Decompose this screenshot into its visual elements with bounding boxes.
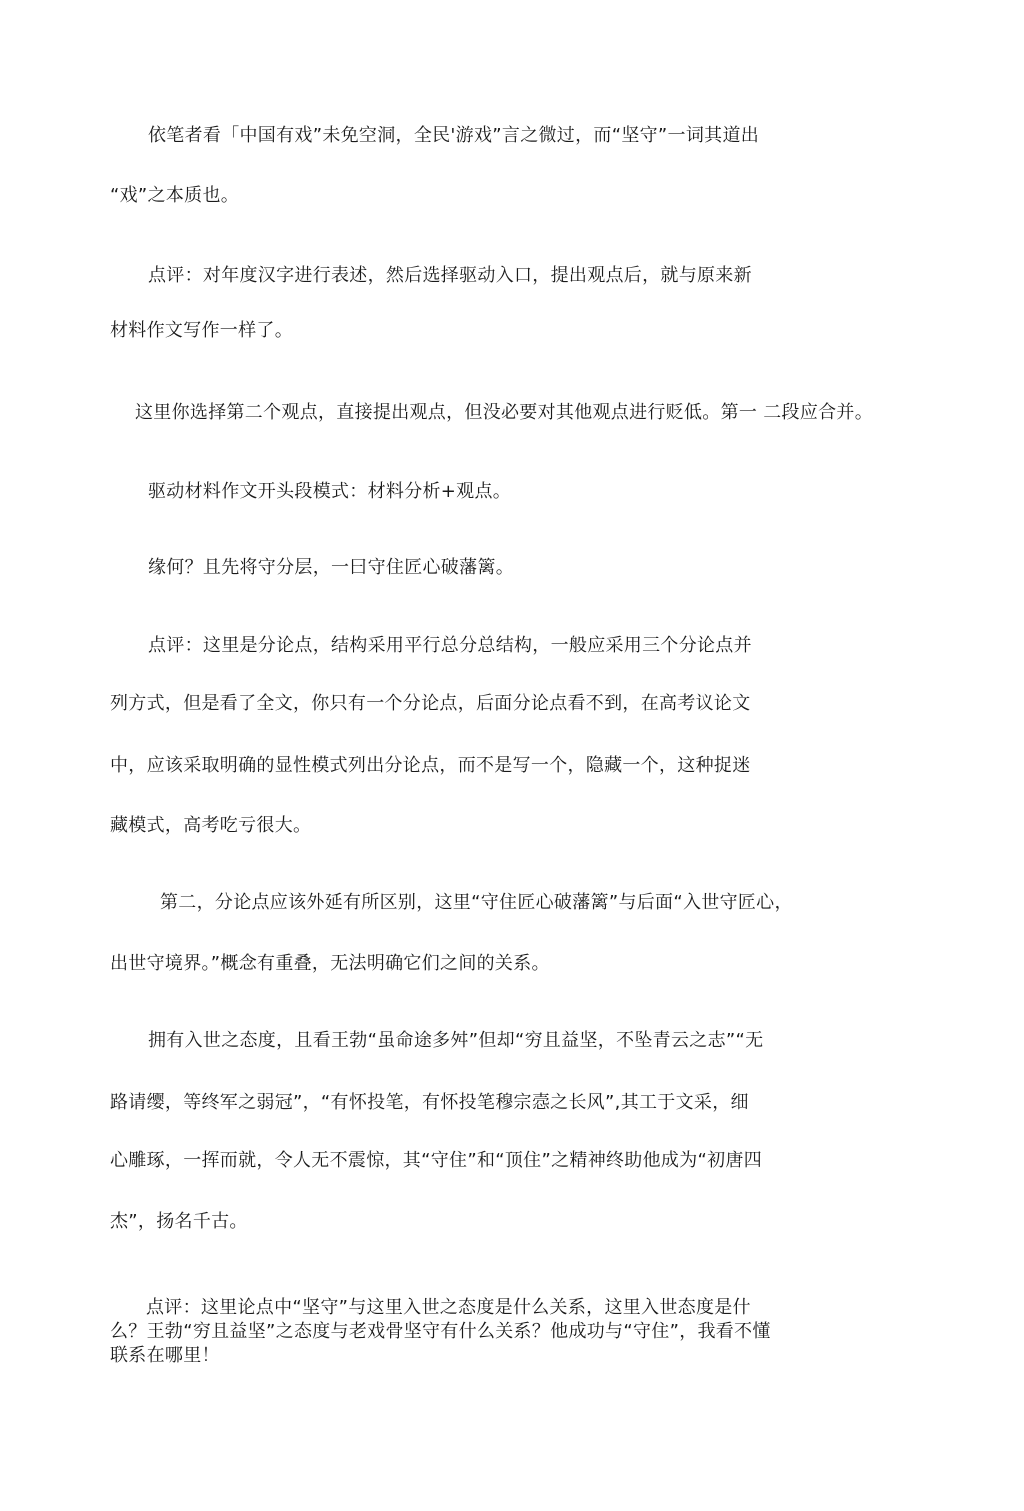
comment-line: 中，应该采取明确的显性模式列出分论点，而不是写一个，隐藏一个，这种捉迷 bbox=[110, 755, 751, 776]
comment-line: 点评：这里是分论点，结构采用平行总分总结构，一般应采用三个分论点并 bbox=[148, 635, 752, 656]
comment-line: 这里你选择第二个观点，直接提出观点，但没必要对其他观点进行贬低。第一 二段应合并。 bbox=[135, 402, 874, 423]
paragraph-line: 依笔者看「中国有戏”未免空洞，全民'游戏”言之微过，而“坚守”一词其道出 bbox=[148, 125, 760, 146]
paragraph-line: 拥有入世之态度，且看王勃“虽命途多舛”但却“穷且益坚，不坠青云之志”“无 bbox=[148, 1030, 764, 1051]
comment-line: 出世守境界。”概念有重叠，无法明确它们之间的关系。 bbox=[110, 953, 550, 974]
comment-line: 点评：这里论点中“坚守”与这里入世之态度是什么关系，这里入世态度是什 bbox=[146, 1297, 751, 1318]
paragraph-line: 心雕琢，一挥而就，令人无不震惊，其“守住”和“顶住”之精神终助他成为“初唐四 bbox=[110, 1150, 763, 1171]
comment-line: 藏模式，高考吃亏很大。 bbox=[110, 815, 312, 836]
comment-line: 么？王勃“穷且益坚”之态度与老戏骨坚守有什么关系？他成功与“守住”，我看不懂 bbox=[110, 1321, 771, 1342]
comment-line: 列方式，但是看了全文，你只有一个分论点，后面分论点看不到，在高考议论文 bbox=[110, 693, 751, 714]
comment-line: 材料作文写作一样了。 bbox=[110, 320, 293, 341]
paragraph-line: “戏”之本质也。 bbox=[110, 185, 240, 206]
comment-line: 驱动材料作文开头段模式：材料分析+观点。 bbox=[148, 481, 512, 502]
comment-line: 第二，分论点应该外延有所区别，这里“守住匠心破藩篱”与后面“入世守匠心， bbox=[160, 892, 793, 913]
paragraph-line: 路请缨，等终军之弱冠”，“有怀投笔，有怀投笔穆宗悫之长风”,其工于文采，细 bbox=[110, 1092, 749, 1113]
paragraph-line: 杰”，扬名千古。 bbox=[110, 1211, 248, 1232]
comment-line: 点评：对年度汉字进行表述，然后选择驱动入口，提出观点后，就与原来新 bbox=[148, 265, 752, 286]
paragraph-line: 缘何？且先将守分层，一曰守住匠心破藩篱。 bbox=[148, 557, 514, 578]
comment-line: 联系在哪里！ bbox=[110, 1345, 220, 1366]
